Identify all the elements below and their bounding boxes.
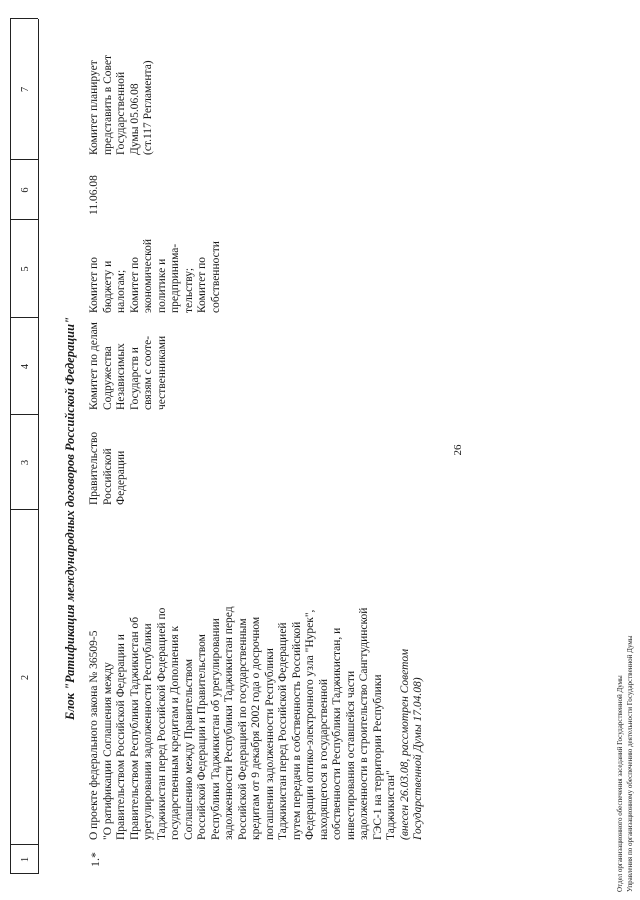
description-note-line: Государственной Думы 17.04.08) bbox=[412, 677, 424, 840]
co-committee-line: политике и bbox=[155, 258, 168, 313]
description-note-line: (внесен 26.03.08, рассмотрен Советом bbox=[398, 648, 411, 840]
bill-description bbox=[88, 606, 426, 840]
description-line: задолженности в строительство Сангтудинской bbox=[358, 607, 370, 840]
column-number: 3 bbox=[20, 459, 31, 466]
page-number: 26 bbox=[452, 444, 464, 456]
co-committee-line: Комитет по bbox=[128, 257, 141, 313]
description-line: путем передачи в собственность Российской bbox=[290, 621, 303, 840]
co-committee-line: Комитет по bbox=[196, 257, 208, 313]
committee-line: Комитет по делам bbox=[88, 322, 100, 410]
co-committee-line: налогам; bbox=[115, 269, 127, 313]
description-line: "О ратификации Соглашения между bbox=[101, 662, 114, 840]
committee-line: чественниками bbox=[155, 335, 168, 410]
committee-line: Независимых bbox=[115, 343, 127, 410]
description-line: собственности Республики Таджикистан, и bbox=[331, 627, 343, 840]
column-number: 6 bbox=[20, 187, 31, 193]
column-number: 7 bbox=[20, 86, 31, 93]
description-line: ГЭС-1 на территории Республики bbox=[371, 674, 384, 840]
description-line: О проекте федерального закона № 36509-5 bbox=[88, 630, 100, 840]
block-title: Блок "Ратификация международных договоров Российской Федерации" bbox=[63, 316, 77, 720]
description-line: задолженности Республики Таджикистан перед bbox=[223, 606, 235, 840]
header-separator bbox=[38, 19, 39, 874]
column-number: 2 bbox=[20, 674, 31, 681]
co-committees-cell bbox=[88, 239, 223, 313]
description-line: Правительством Республики Таджикистан об bbox=[128, 616, 141, 840]
date-value: 11.06.08 bbox=[88, 175, 100, 215]
description-line: Российской Федерации и Правительством bbox=[196, 634, 208, 840]
description-line: Соглашению между Правительством bbox=[182, 658, 195, 840]
description-line: Таджикистан перед Российской Федерацией bbox=[277, 622, 289, 840]
description-line: Федерации оптико-электронного узла "Нурек", bbox=[304, 609, 316, 840]
description-line: Правительством Российской Федерации и bbox=[115, 634, 127, 840]
description-line: кредитам от 9 декабря 2002 года о досрочном bbox=[250, 616, 262, 840]
description-line: государственным кредитам и Дополнения к bbox=[169, 625, 181, 840]
committee-line: Государств и bbox=[128, 347, 141, 410]
co-committee-line: экономической bbox=[142, 239, 154, 313]
description-line: погашении задолженности Республики bbox=[263, 648, 276, 840]
footer-line: Отдел организационного обеспечения заседаний Государственной Думы bbox=[616, 675, 624, 892]
notes-line: Государственной bbox=[115, 71, 127, 155]
initiator-line: Российской bbox=[101, 448, 114, 505]
footer-line: Управления по организационному обеспечению деятельности Государственной Думы bbox=[626, 635, 634, 892]
initiator-line: Федерации bbox=[115, 450, 127, 505]
co-committee-line: Комитет по bbox=[88, 257, 100, 313]
description-line: Таджикистан" bbox=[385, 770, 397, 840]
description-line: Таджикистан перед Российской Федерацией по bbox=[155, 607, 168, 840]
description-line: Российской Федерацией по государственным bbox=[236, 618, 249, 840]
date-cell bbox=[88, 175, 102, 215]
column-number: 5 bbox=[20, 266, 31, 272]
column-number: 1 bbox=[20, 856, 31, 863]
initiator-line: Правительство bbox=[88, 431, 100, 505]
co-committee-line: собственности bbox=[209, 241, 222, 313]
column-number: 4 bbox=[20, 363, 31, 370]
notes-cell bbox=[88, 55, 156, 155]
co-committee-line: предпринима- bbox=[169, 243, 181, 313]
notes-line: (ст.117 Регламента) bbox=[142, 60, 154, 155]
initiator-cell bbox=[88, 432, 129, 505]
table-top-border bbox=[10, 19, 11, 874]
description-line: урегулировании задолженности Республики bbox=[142, 623, 154, 840]
description-line: находящегося в государственной bbox=[317, 678, 330, 840]
committee-line: связям с сооте- bbox=[142, 335, 154, 410]
responsible-committee-cell bbox=[88, 322, 169, 410]
description-line: инвестирования оставшейся части bbox=[344, 670, 357, 840]
co-committee-line: бюджету и bbox=[101, 260, 114, 313]
description-line: Республики Таджикистан об урегулировании bbox=[209, 618, 222, 840]
notes-line: Думы 05.06.08 bbox=[128, 83, 141, 155]
item-number: 1.* bbox=[88, 852, 102, 867]
notes-line: Комитет планирует bbox=[88, 60, 100, 155]
co-committee-line: тельству; bbox=[182, 267, 195, 313]
notes-line: представить в Совет bbox=[101, 54, 114, 155]
committee-line: Содружества bbox=[101, 346, 114, 410]
